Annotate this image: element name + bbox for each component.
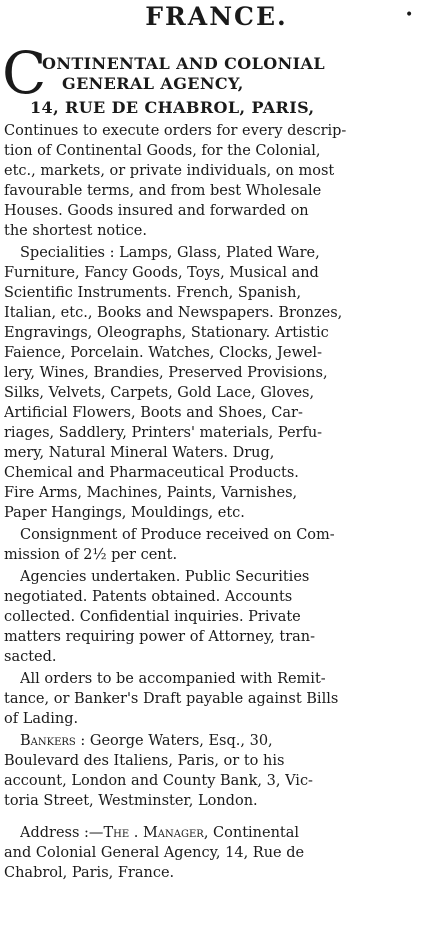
specialities-line: Faience, Porcelain. Watches, Clocks, Jewel- (4, 345, 322, 361)
title-line-2: GENERAL AGENCY, (62, 74, 244, 93)
corner-mark: • (405, 7, 414, 23)
address-manager: The . Manager, (103, 825, 209, 841)
agencies-line: sacted. (4, 649, 57, 665)
specialities-line: Paper Hangings, Mouldings, etc. (4, 505, 245, 521)
address-line-1 (20, 823, 433, 843)
agencies-line: negotiated. Patents obtained. Accounts (4, 589, 293, 605)
specialities-line: Specialities : Lamps, Glass, Plated Ware, (20, 245, 320, 261)
section-heading: FRANCE. (145, 2, 288, 31)
bankers-line: toria Street, Westminster, London. (4, 793, 258, 809)
specialities-line: Italian, etc., Books and Newspapers. Bronzes, (4, 305, 343, 321)
consignment-line: Consignment of Produce received on Com- (20, 527, 335, 543)
bankers-line-1 (20, 731, 433, 751)
specialities-line: Artificial Flowers, Boots and Shoes, Car- (4, 405, 303, 421)
specialities-line: mery, Natural Mineral Waters. Drug, (4, 445, 275, 461)
address-text: Continental (208, 825, 300, 841)
intro-line: favourable terms, and from best Wholesale (4, 183, 322, 199)
specialities-line: Fire Arms, Machines, Paints, Varnishes, (4, 485, 298, 501)
specialities-line: riages, Saddlery, Printers' materials, Perfu- (4, 425, 323, 441)
agencies-line: matters requiring power of Attorney, tran- (4, 629, 316, 645)
specialities-line: Furniture, Fancy Goods, Toys, Musical and (4, 265, 319, 281)
title-address: 14, RUE DE CHABROL, PARIS, (30, 98, 315, 117)
specialities-line: Silks, Velvets, Carpets, Gold Lace, Gloves, (4, 385, 315, 401)
agencies-line: Agencies undertaken. Public Securities (20, 569, 310, 585)
bankers-line: account, London and County Bank, 3, Vic- (4, 773, 313, 789)
address-line: and Colonial General Agency, 14, Rue de (4, 845, 305, 861)
intro-line: Continues to execute orders for every descrip- (4, 123, 347, 139)
specialities-line: Engravings, Oleographs, Stationary. Artistic (4, 325, 329, 341)
bankers-line: Boulevard des Italiens, Paris, or to his (4, 753, 285, 769)
orders-line: All orders to be accompanied with Remit- (20, 671, 326, 687)
agencies-line: collected. Confidential inquiries. Private (4, 609, 301, 625)
intro-line: Houses. Goods insured and forwarded on (4, 203, 309, 219)
title-line-1: ONTINENTAL AND COLONIAL (42, 54, 325, 73)
specialities-line: Chemical and Pharmaceutical Products. (4, 465, 299, 481)
consignment-line: mission of 2½ per cent. (4, 547, 178, 563)
orders-line: of Lading. (4, 711, 79, 727)
specialities-line: lery, Wines, Brandies, Preserved Provisions, (4, 365, 328, 381)
intro-line: etc., markets, or private individuals, on most (4, 163, 335, 179)
bankers-text: George Waters, Esq., 30, (85, 733, 273, 749)
address-label: Address :— (20, 825, 104, 841)
bankers-label: Bankers : (20, 733, 86, 749)
specialities-line: Scientific Instruments. French, Spanish, (4, 285, 302, 301)
address-line: Chabrol, Paris, France. (4, 865, 175, 881)
orders-line: tance, or Banker's Draft payable against Bills (4, 691, 339, 707)
intro-line: tion of Continental Goods, for the Colonial, (4, 143, 321, 159)
title-dropcap: C (2, 39, 47, 107)
intro-line: the shortest notice. (4, 223, 147, 239)
